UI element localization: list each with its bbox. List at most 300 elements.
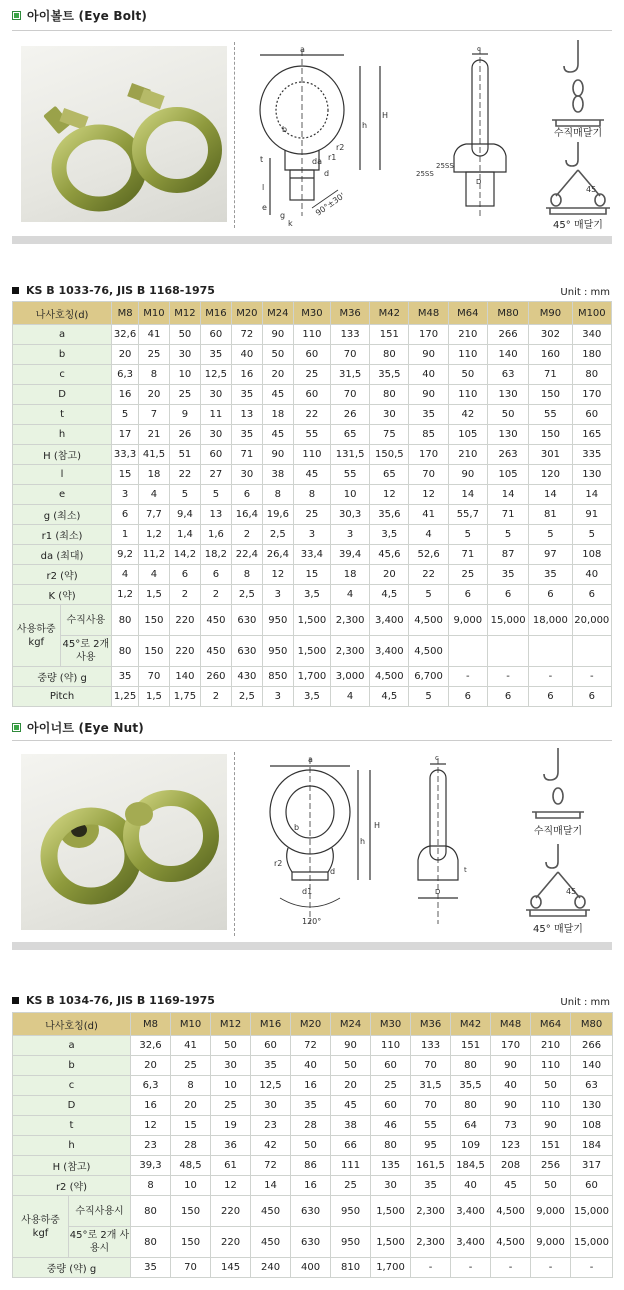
table-cell: 14 [529,485,572,505]
table-cell: 1,2 [112,585,139,605]
nut-lift-vertical-label: 수직매달기 [533,826,583,837]
table-cell: 41 [409,505,448,525]
table-cell: 32,6 [112,325,139,345]
row-label: b [13,1056,131,1076]
column-header: M24 [331,1013,371,1036]
table-cell: 23 [131,1136,171,1156]
table-cell: 301 [529,445,572,465]
table-cell: 75 [370,425,409,445]
table-cell: 2,300 [411,1196,451,1227]
table-cell: 266 [487,325,528,345]
table-cell: 6 [112,505,139,525]
table-cell: - [487,667,528,687]
table-cell: 64 [451,1116,491,1136]
table-cell: 65 [370,465,409,485]
table-cell: 60 [572,405,611,425]
table-cell: 30 [231,465,262,485]
table-cell: 165 [572,425,611,445]
table-cell: 110 [531,1096,571,1116]
column-header: M30 [371,1013,411,1036]
table-cell: 400 [291,1258,331,1278]
table-cell: 21 [138,425,169,445]
table-cell: 184 [571,1136,613,1156]
table-cell: 9,000 [531,1227,571,1258]
table-cell: 33,4 [293,545,330,565]
column-header: M36 [331,302,370,325]
table-cell: 90 [262,445,293,465]
table-cell: 1,500 [371,1227,411,1258]
table-cell: 8 [131,1176,171,1196]
table-cell: 70 [411,1096,451,1116]
column-header: M16 [200,302,231,325]
table-cell: 35 [251,1056,291,1076]
table-cell: 70 [138,667,169,687]
table-cell: 35 [529,565,572,585]
table-cell: 48,5 [171,1156,211,1176]
table-cell: 80 [370,385,409,405]
table-cell: 50 [531,1076,571,1096]
table-row [13,1076,613,1096]
table-cell: 6 [448,687,487,707]
table-cell: 22 [169,465,200,485]
table-cell: 45,6 [370,545,409,565]
table-cell: 45 [262,425,293,445]
table-cell: 11 [200,405,231,425]
table-cell: 12 [409,485,448,505]
table-cell: 220 [211,1227,251,1258]
table-cell: 71 [487,505,528,525]
table-row [13,1056,613,1076]
table-cell: 145 [211,1258,251,1278]
eye-nut-heading-text: 아이너트 (Eye Nut) [27,720,144,735]
table-header-row [13,302,612,325]
table-cell: 14,2 [169,545,200,565]
table-cell: 256 [531,1156,571,1176]
table-cell: 38 [262,465,293,485]
table-cell: 151 [370,325,409,345]
table-cell: 14 [487,485,528,505]
table-cell: 3 [112,485,139,505]
column-header: M80 [571,1013,613,1036]
column-header: M12 [169,302,200,325]
eye-bolt-standard-text: KS B 1033-76, JIS B 1168-1975 [26,284,215,297]
table-cell: 450 [200,605,231,636]
row-label: H (참고) [13,1156,131,1176]
table-cell: 60 [371,1056,411,1076]
table-cell: 32,6 [131,1036,171,1056]
lift-vertical-icon [552,40,604,126]
table-cell: 80 [131,1227,171,1258]
table-cell: 33,3 [112,445,139,465]
figure-bottom-bar [12,236,612,244]
table-cell: 15 [171,1116,211,1136]
eye-bolt-side-view [454,48,506,218]
table-cell: 2,300 [411,1227,451,1258]
table-cell: 20 [138,385,169,405]
table-cell: 20 [262,365,293,385]
table-cell: 10 [169,365,200,385]
table-cell: 80 [112,605,139,636]
table-cell: 10 [331,485,370,505]
table-cell: 5 [448,525,487,545]
table-cell: 20,000 [572,605,611,636]
table-cell: 110 [293,325,330,345]
table-cell: 25 [293,505,330,525]
table-cell: 150 [171,1227,211,1258]
table-cell: - [571,1258,613,1278]
table-cell: 108 [572,545,611,565]
table-cell: 45 [262,385,293,405]
table-cell: 8 [231,565,262,585]
nut-lift-vertical-icon [532,748,584,818]
table-cell: 4,500 [409,636,448,667]
table-cell: 18 [262,405,293,425]
table-cell: 317 [571,1156,613,1176]
table-cell: 15,000 [571,1196,613,1227]
table-cell: 23 [251,1116,291,1136]
table-cell: 111 [331,1156,371,1176]
table-cell: 266 [571,1036,613,1056]
table-cell: 41,5 [138,445,169,465]
row-label: da (최대) [13,545,112,565]
bolt-right [127,83,215,186]
table-cell: 123 [491,1136,531,1156]
column-header: M8 [131,1013,171,1036]
table-cell: 9,4 [169,505,200,525]
table-cell: 41 [138,325,169,345]
table-cell: 30,3 [331,505,370,525]
table-row [13,1096,613,1116]
bolt-left [43,106,139,204]
table-cell: 80 [451,1096,491,1116]
table-cell: 20 [370,565,409,585]
eye-bolt-photo [21,46,227,222]
side-dim-D-label: D [476,178,482,186]
table-cell: - [529,667,572,687]
row-label: r1 (최소) [13,525,112,545]
table-cell: 170 [572,385,611,405]
table-cell: 150 [529,425,572,445]
table-cell: 35,5 [451,1076,491,1096]
nut-dim-H-label: H [374,821,381,830]
table-cell: 80 [572,365,611,385]
column-header-size: 나사호칭(d) [13,302,112,325]
eye-nut-front-view [270,758,370,924]
table-cell: 220 [169,636,200,667]
table-cell: 4,500 [370,667,409,687]
table-cell: 87 [487,545,528,565]
heading-divider [12,740,612,741]
column-header: M12 [211,1013,251,1036]
eye-bolt-unit: Unit : mm [560,287,610,298]
table-cell: 35 [487,565,528,585]
table-cell: 28 [171,1136,211,1156]
table-cell: - [448,667,487,687]
table-cell: 4 [331,585,370,605]
table-cell: 130 [572,465,611,485]
column-header: M36 [411,1013,451,1036]
table-cell: 151 [451,1036,491,1056]
lift-vertical-label: 수직매달기 [553,128,603,139]
table-cell: 70 [409,465,448,485]
table-cell: 22 [293,405,330,425]
table-cell: 45 [293,465,330,485]
table-cell: 61 [211,1156,251,1176]
figure-separator [234,752,235,936]
table-cell: 13 [231,405,262,425]
table-row [13,465,612,485]
table-row [13,505,612,525]
eye-nut-standard [12,994,215,1007]
column-header: M64 [448,302,487,325]
table-cell: 26 [169,425,200,445]
lift-45-angle-label: 45 [586,185,597,194]
table-cell: 140 [571,1056,613,1076]
table-cell [529,636,572,667]
nut-dim-b-label: b [294,823,300,832]
table-cell: 1,2 [138,525,169,545]
table-cell: 40 [231,345,262,365]
figure-separator [234,42,235,228]
table-cell: 4 [138,485,169,505]
table-cell: 630 [291,1196,331,1227]
table-cell: 91 [572,505,611,525]
table-cell: 105 [487,465,528,485]
table-cell: 90 [448,465,487,485]
table-cell: 4 [409,525,448,545]
table-cell: 105 [448,425,487,445]
nut-lift-45-label: 45° 매달기 [533,924,583,935]
table-cell: 2,300 [331,605,370,636]
table-cell: 25 [171,1056,211,1076]
table-cell: 10 [171,1176,211,1196]
table-cell: 42 [251,1136,291,1156]
row-label: a [13,1036,131,1056]
table-cell: 630 [291,1227,331,1258]
table-cell: 70 [331,345,370,365]
table-cell: 6,3 [131,1076,171,1096]
table-cell: 19 [211,1116,251,1136]
table-cell: 15 [112,465,139,485]
table-cell: 39,3 [131,1156,171,1176]
table-row-load-vertical [13,605,612,636]
table-cell: 35 [112,667,139,687]
table-cell: 150 [138,636,169,667]
table-cell: 3,400 [370,605,409,636]
dim-d-label: d [324,169,330,178]
table-cell: 50 [448,365,487,385]
table-cell: 66 [331,1136,371,1156]
side-dim-c-label: c [477,45,481,53]
load-label: 사용하중 kgf [13,605,61,667]
table-cell: 85 [409,425,448,445]
table-cell: 90 [409,385,448,405]
table-cell: 184,5 [451,1156,491,1176]
table-cell: 1,4 [169,525,200,545]
table-cell: 110 [448,345,487,365]
table-cell: 30 [251,1096,291,1116]
table-cell: 86 [291,1156,331,1176]
table-cell: 7 [138,405,169,425]
table-cell: 6 [529,687,572,707]
row-label: b [13,345,112,365]
table-row-pitch [13,687,612,707]
table-cell: 30 [370,405,409,425]
table-cell: 335 [572,445,611,465]
table-cell: 90 [262,325,293,345]
table-cell: 31,5 [331,365,370,385]
table-cell: 15,000 [487,605,528,636]
table-cell: 8 [262,485,293,505]
table-cell: 35 [231,385,262,405]
eye-bolt-photo-graphic [21,46,227,222]
eye-bolt-heading [12,6,147,24]
table-cell: 25 [371,1076,411,1096]
column-header: M80 [487,302,528,325]
table-cell: 35 [200,345,231,365]
table-cell [572,636,611,667]
table-cell: 5 [409,585,448,605]
row-label: h [13,1136,131,1156]
row-label: t [13,405,112,425]
table-cell: 42 [448,405,487,425]
table-cell: 2,300 [331,636,370,667]
table-cell: 5 [409,687,448,707]
table-cell: 4 [331,687,370,707]
table-cell: 302 [529,325,572,345]
eye-nut-side-view [418,758,458,924]
table-cell: 1,700 [293,667,330,687]
eye-bolt-heading-text: 아이볼트 (Eye Bolt) [27,8,148,23]
table-cell: 36 [211,1136,251,1156]
table-cell: 150,5 [370,445,409,465]
weight-label: 중량 (약) g [13,667,112,687]
table-cell: 80 [112,636,139,667]
table-cell: 133 [331,325,370,345]
table-cell: - [411,1258,451,1278]
table-cell: 30 [200,385,231,405]
table-row [13,385,612,405]
table-cell: 150 [171,1196,211,1227]
table-cell: 110 [448,385,487,405]
section-bullet-icon [12,11,21,20]
dim-angle-label: 90°±30' [313,191,347,218]
table-cell: 40 [572,565,611,585]
table-cell: 2 [200,687,231,707]
table-cell: 9,2 [112,545,139,565]
table-cell: 35,6 [370,505,409,525]
table-cell: 5 [487,525,528,545]
table-cell: 65 [331,425,370,445]
load-label: 사용하중 kgf [13,1196,69,1258]
table-cell: 150 [138,605,169,636]
table-cell: 8 [138,365,169,385]
dim-da-label: da [312,157,322,166]
row-label: c [13,365,112,385]
table-cell: 120 [529,465,572,485]
table-cell: 40 [491,1076,531,1096]
heading-divider [12,30,612,31]
table-cell: 25 [138,345,169,365]
column-header: M30 [293,302,330,325]
dim-e-label: e [262,203,267,212]
eye-bolt-drawing [240,40,620,230]
table-cell: 4,500 [491,1227,531,1258]
lift-45-icon [546,142,610,214]
table-cell: 450 [251,1196,291,1227]
table-cell: 28 [291,1116,331,1136]
table-cell: 30 [169,345,200,365]
table-cell: 1 [112,525,139,545]
table-cell: 3,000 [331,667,370,687]
table-cell: 22 [409,565,448,585]
column-header: M10 [171,1013,211,1036]
table-cell: 15 [293,565,330,585]
table-cell: 950 [262,636,293,667]
table-cell: 18,2 [200,545,231,565]
table-cell: 80 [451,1056,491,1076]
table-row-load-45 [13,1227,613,1258]
table-row [13,545,612,565]
table-cell: 12 [370,485,409,505]
table-cell: 80 [371,1136,411,1156]
table-cell: 60 [251,1036,291,1056]
table-cell: 70 [331,385,370,405]
table-cell: 72 [251,1156,291,1176]
table-cell: 1,500 [371,1196,411,1227]
table-cell: - [491,1258,531,1278]
table-cell: 210 [448,325,487,345]
table-header-row [13,1013,613,1036]
column-header: M20 [291,1013,331,1036]
weight-label: 중량 (약) g [13,1258,131,1278]
table-cell: 16 [131,1096,171,1116]
table-cell: 6,700 [409,667,448,687]
table-cell: 135 [371,1156,411,1176]
nut-dim-d-label: d [330,867,336,876]
table-cell: 46 [371,1116,411,1136]
table-cell: 72 [231,325,262,345]
table-row [13,405,612,425]
table-cell [448,636,487,667]
nut-dim-a-label: a [308,755,313,764]
dim-t-label: t [260,155,264,164]
nut-dim-d1-label: d1 [302,887,313,896]
eye-nut-unit: Unit : mm [560,997,610,1008]
table-row [13,525,612,545]
table-cell: 2,5 [231,687,262,707]
table-cell: 133 [411,1036,451,1056]
table-cell: 35 [131,1258,171,1278]
nut-lift-45-angle-label: 45 [566,887,577,896]
table-cell: 810 [331,1258,371,1278]
table-row [13,1036,613,1056]
table-cell: 25 [169,385,200,405]
table-row [13,365,612,385]
row-label: D [13,1096,131,1116]
eye-nut-drawing [240,748,620,938]
table-cell: 950 [331,1196,371,1227]
load-vertical-label: 수직사용시 [69,1196,131,1227]
dim-H-label: H [382,111,389,120]
table-cell: 50 [291,1136,331,1156]
dim-a-label: a [300,45,305,54]
table-cell: 25 [293,365,330,385]
table-cell: 40 [409,365,448,385]
table-cell: 110 [293,445,330,465]
table-cell: 80 [370,345,409,365]
table-cell: 9 [169,405,200,425]
